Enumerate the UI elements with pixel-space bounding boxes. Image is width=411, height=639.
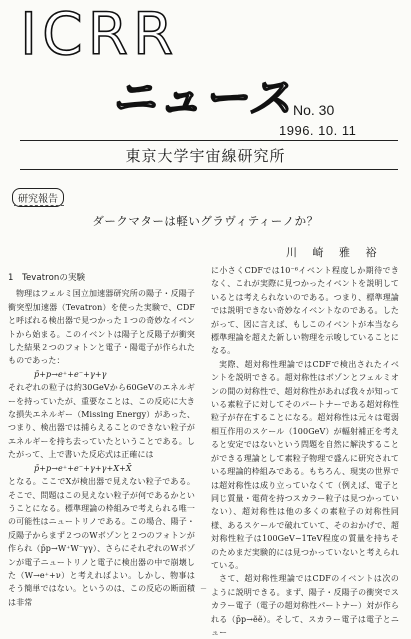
paragraph: 実際、超対称性理論ではCDFで検出されたイベントを説明できる。超対称性はボゾンとフェルミオンの間の対称性で、超対称性があれば我々が知っている素粒子に対してそのパートナーである超対称性粒子が存在することになる。超対称性は元々は電弱相互作用のスケール（100GeV）が輻射補正を考えると安定ではないという問題を自然に解決することができる理論として素粒子物理で盛んに研究されている理論的枠組みである。もちろん、現実の世界では超対称性は成り立っていなくて（例えば、電子と同じ質量・電荷を持つスカラー粒子は見つかっていない）、超対称性は他の多くの素粒子の対称性同様、あるスケールで破れていて、そのおかげで、超対称性粒子は100GeV−1TeV程度の質量を持ちそのためまだ実験的には見つかっていないと考えられている。 bbox=[211, 359, 399, 570]
left-column bbox=[8, 272, 195, 609]
article-title: ダークマターは軽いグラヴィティーノか？ bbox=[92, 214, 319, 228]
paragraph: に小さくCDFでは10⁻⁶イベント程度しか期待できなく、これが実際に見つかったイベントを説明しているとは考えられないのである。つまり、標準理論では説明できない奇妙なイベントなのである。したがって、図に言えば、もしこのイベントが本当なら標準理論を超えた新しい物理を示唆していることになる。 bbox=[211, 266, 399, 356]
icrr-logo: ICRR bbox=[20, 0, 179, 68]
paragraph: 物理はフェルミ国立加速器研究所の陽子・反陽子衝突型加速器（Tevatron）を使った実験で、CDFと呼ばれる検出器で見つかった１つの奇妙なイベントから始まる。このイベントは陽子と反陽子が衝突した結果２つのフォトンと電子・陽電子が作られたものであった： bbox=[8, 289, 195, 366]
article-author: 川 崎 雅 裕 bbox=[286, 246, 383, 259]
paragraph: となる。ここでXが検出器で見えない粒子である。そこで、問題はこの見えない粒子が何であるかということになる。標準理論の枠組みで考えられる唯一の可能性はニュートリノである。この場合、陽子・反陽子からまず２つのWボゾンと２つのフォトンが作られ（p̄p→W⁺W⁻γγ）、さらにそれぞれのWボゾンが電子ニュートリノと電子に検出器の中で崩壊した（W→e⁺+ν）と考えればよい。しかし、物事はそう簡単ではない。というのは、この反応の断面積は非常 bbox=[8, 477, 195, 607]
badge-underline bbox=[14, 205, 64, 206]
paragraph: それぞれの粒子は約30GeVから60GeVのエネルギーを持っていたが、重要なことは、この反応に大きな損失エネルギー（Missing Energy）があった、つまり、検出器では捕らえることのできない粒子がエネルギーを持ち去っていたということである。したがって、上で書いた反応式は正確には bbox=[8, 383, 195, 460]
issue-number: No. 30 bbox=[293, 102, 335, 118]
organization-name: 東京大学宇宙線研究所 bbox=[125, 147, 286, 165]
right-column bbox=[211, 264, 399, 639]
masthead-divider bbox=[20, 169, 398, 170]
equation: p̄+p→e⁺+e⁻+γ+γ bbox=[34, 369, 107, 379]
page-mark: － bbox=[200, 585, 207, 593]
paragraph: さて、超対称性理論ではCDFのイベントは次のように説明できる。まず、陽子・反陽子の衝突でスカラー電子（電子の超対称性パートナー）対が作られる（p̄p→ẽẽ）。そして、スカラー電子は電子とニュー bbox=[211, 574, 399, 637]
category-badge: 研究報告 bbox=[12, 188, 64, 207]
news-logo: ニュース bbox=[109, 73, 303, 124]
equation: p̄+p→e⁺+e⁻+γ+γ+X+X̄ bbox=[34, 463, 132, 473]
top-rule bbox=[20, 140, 398, 141]
issue-date: 1996. 10. 11 bbox=[279, 123, 357, 138]
section-heading: 1 Tevatronの実験 bbox=[8, 273, 86, 283]
